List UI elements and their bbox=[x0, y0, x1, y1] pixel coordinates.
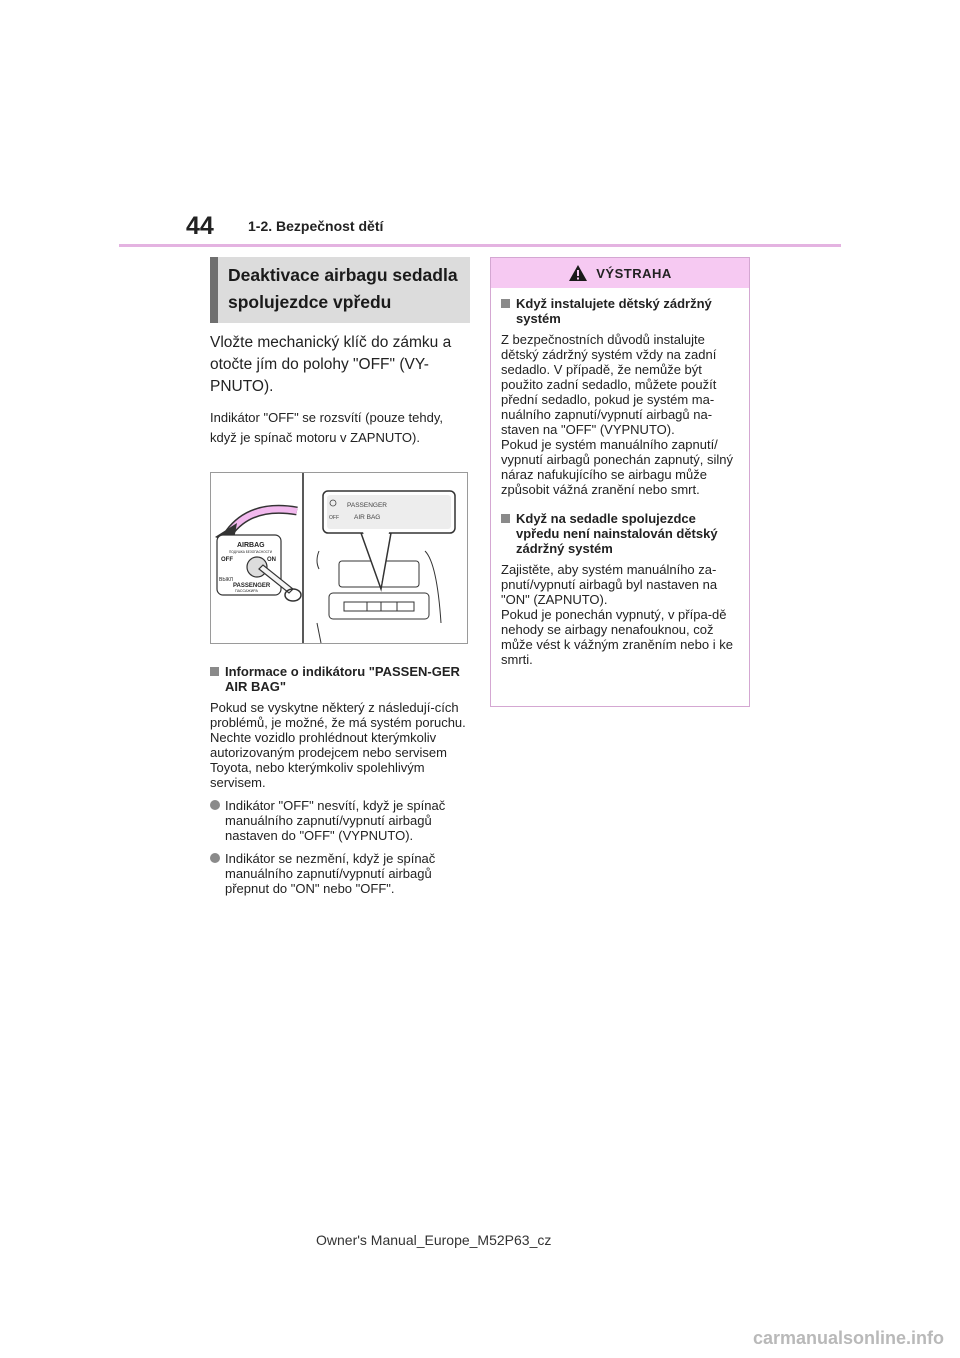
warning-header bbox=[491, 258, 749, 288]
section-heading-box bbox=[210, 257, 470, 323]
switch-on-label: ON bbox=[267, 557, 276, 563]
round-bullet-icon bbox=[210, 800, 220, 810]
figure-illustration bbox=[211, 473, 467, 643]
page-number: 44 bbox=[186, 212, 214, 240]
round-bullet-icon bbox=[210, 853, 220, 863]
indicator-info-heading bbox=[210, 664, 470, 694]
warning-triangle-icon bbox=[568, 264, 588, 282]
list-item bbox=[210, 851, 470, 896]
header-rule bbox=[119, 244, 841, 247]
warning-title: VÝSTRAHA bbox=[596, 265, 672, 281]
switch-off-ru-label: ВЫКЛ bbox=[219, 577, 233, 583]
switch-bottom-ru-label: ПАССАЖИРА bbox=[235, 589, 258, 593]
switch-sublabel: ПОДУШКА БЕЗОПАСНОСТИ bbox=[229, 550, 273, 554]
switch-bottom-label: PASSENGER bbox=[233, 583, 271, 589]
note-text: Indikátor "OFF" se rozsvítí (pouze tehdy, když je spínač motoru v ZAPNUTO). bbox=[210, 410, 443, 445]
footer-text: Owner's Manual_Europe_M52P63_cz bbox=[316, 1232, 552, 1248]
section-title: 1-2. Bezpečnost dětí bbox=[248, 218, 384, 234]
warning-item-text: Zajistěte, aby systém manuálního za-pnutí/vypnutí airbagů byl nastaven na "ON" (ZAPNUTO). Pokud je ponechán vypnutý, v přípa-dě nehody se airbagy nenafouknou, což může vést k vážným zraněním nebo i ke smrti. bbox=[501, 562, 733, 667]
list-item-text: Indikátor se nezmění, když je spínač manuálního zapnutí/vypnutí airbagů přepnut do "ON" nebo "OFF". bbox=[225, 851, 436, 896]
warning-item-heading bbox=[501, 511, 741, 556]
square-bullet-icon bbox=[210, 667, 219, 676]
warning-item-heading-text: Když na sedadle spolujezdce vpředu není nainstalován dětský zádržný systém bbox=[516, 511, 718, 556]
indicator-info-text: Pokud se vyskytne některý z následují-cích problémů, je možné, že má systém poruchu. Nechte vozidlo prohlédnout kterýmkoliv autorizovaným prodejcem nebo servisem Toyota, nebo kterýmkoliv spolehlivým servisem. bbox=[210, 700, 466, 790]
instruction-text: Vložte mechanický klíč do zámku a otočte jím do polohy "OFF" (VY-PNUTO). bbox=[210, 334, 452, 395]
indicator-airbag-text: AIR BAG bbox=[354, 514, 381, 521]
watermark: carmanualsonline.info bbox=[752, 1328, 944, 1348]
square-bullet-icon bbox=[501, 514, 510, 523]
airbag-switch-figure bbox=[210, 472, 468, 644]
warning-item-text: Z bezpečnostních důvodů instalujte dětský zádržný systém vždy na zadní sedadlo. V případě, že nemůže být použito zadní sedadlo, můžete použít přední sedadlo, pokud je systém ma-nuálního zapnutí/vypnutí airbagů na-staven na "OFF" (VYPNUTO). Pokud je systém manuálního zapnutí/ vypnutí airbagů ponechán zapnutý, silný náraz nafukujícího se airbagu může způsobit vážná zranění nebo smrt. bbox=[501, 332, 733, 497]
section-heading: Deaktivace airbagu sedadla spolujezdce vpředu bbox=[228, 265, 458, 312]
indicator-passenger-text: PASSENGER bbox=[347, 502, 387, 509]
warning-item-heading-text: Když instalujete dětský zádržný systém bbox=[516, 296, 712, 326]
warning-box bbox=[490, 257, 750, 707]
switch-off-label: OFF bbox=[221, 557, 233, 563]
square-bullet-icon bbox=[501, 299, 510, 308]
list-item bbox=[210, 798, 470, 843]
switch-label: AIRBAG bbox=[237, 542, 265, 549]
warning-item-heading bbox=[501, 296, 741, 326]
list-item-text: Indikátor "OFF" nesvítí, když je spínač manuálního zapnutí/vypnutí airbagů nastaven do "OFF" (VYPNUTO). bbox=[225, 798, 446, 843]
indicator-info-heading-text: Informace o indikátoru "PASSEN-GER AIR BAG" bbox=[225, 664, 460, 694]
left-column bbox=[210, 257, 470, 896]
indicator-off-text: OFF bbox=[329, 515, 339, 521]
